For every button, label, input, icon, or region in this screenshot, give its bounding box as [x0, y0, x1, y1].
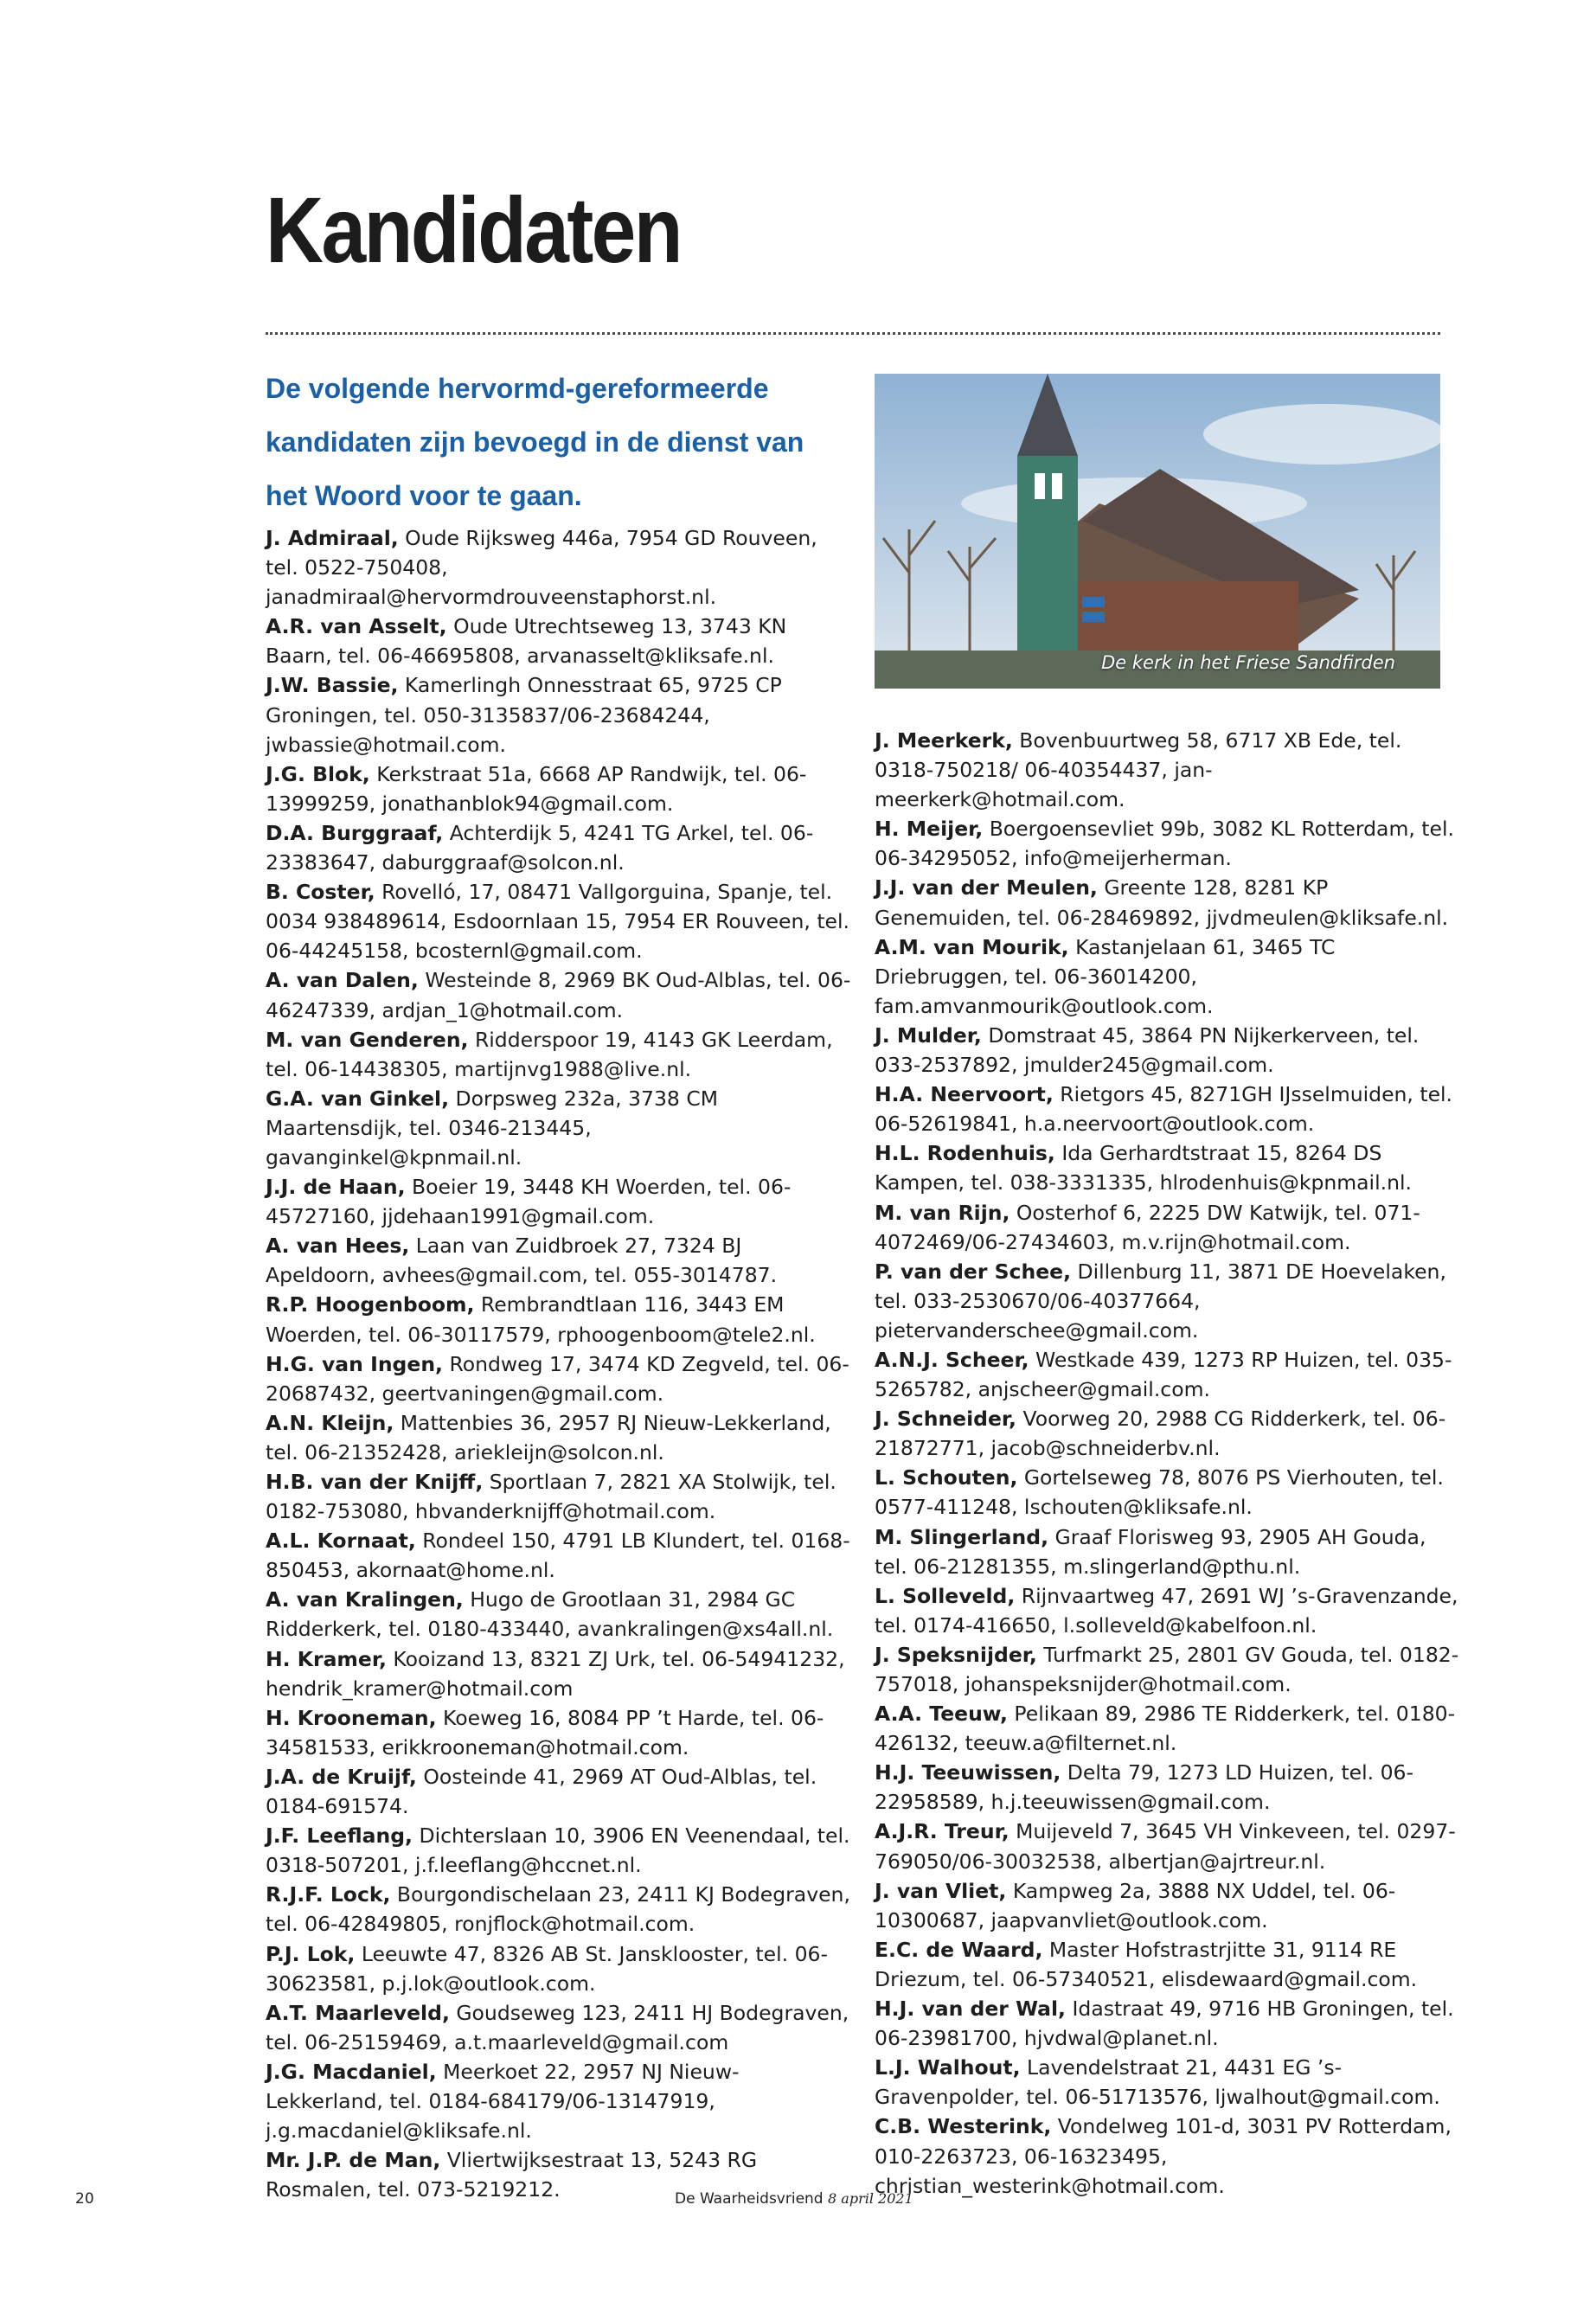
- candidate-entry: [266, 1703, 854, 1762]
- candidate-entry: [266, 1025, 854, 1084]
- candidate-name: H. Kramer,: [266, 1646, 387, 1671]
- candidate-details: Kooizand 13, 8321 ZJ Urk, tel. 06-54941232, hendrik_kramer@hotmail.com: [266, 1646, 845, 1701]
- candidate-entry: [266, 1644, 854, 1703]
- candidate-entry: [875, 873, 1463, 932]
- candidate-entry: [875, 933, 1463, 1021]
- candidate-entry: [875, 1198, 1463, 1257]
- candidate-name: J.G. Macdaniel,: [266, 2059, 437, 2084]
- candidate-details: Ridderspoor 19, 4143 GK Leerdam, tel. 06-14438305, martijnvg1988@live.nl.: [266, 1027, 833, 1081]
- candidate-name: H.J. Teeuwissen,: [875, 1760, 1061, 1785]
- candidate-name: J.J. de Haan,: [266, 1175, 406, 1200]
- candidate-entry: [266, 1821, 854, 1880]
- candidate-entry: [875, 814, 1463, 873]
- candidate-name: A.N.J. Scheer,: [875, 1347, 1029, 1372]
- candidate-name: H.L. Rodenhuis,: [875, 1141, 1055, 1166]
- candidate-entry: [266, 760, 854, 818]
- candidates-right-column: [875, 726, 1463, 2201]
- candidate-name: A.A. Teeuw,: [875, 1702, 1008, 1727]
- candidate-details: Dillenburg 11, 3871 DE Hoevelaken, tel. 033-2530670/06-40377664, pietervanderschee@gmail.com.: [875, 1259, 1446, 1343]
- candidate-name: A. van Kralingen,: [266, 1587, 464, 1612]
- candidate-name: E.C. de Waard,: [875, 1937, 1043, 1962]
- candidate-name: H. Krooneman,: [266, 1705, 437, 1730]
- candidate-details: Turfmarkt 25, 2801 GV Gouda, tel. 0182-757018, johanspeksnijder@hotmail.com.: [875, 1642, 1459, 1696]
- candidate-name: J.W. Bassie,: [266, 673, 399, 698]
- candidate-name: A.L. Kornaat,: [266, 1529, 416, 1554]
- candidate-name: D.A. Burggraaf,: [266, 820, 444, 845]
- candidate-entry: [875, 1876, 1463, 1935]
- candidate-entry: [875, 1404, 1463, 1463]
- candidate-name: B. Coster,: [266, 880, 375, 905]
- candidate-details: Voorweg 20, 2988 CG Ridderkerk, tel. 06-21872771, jacob@schneiderbv.nl.: [875, 1407, 1446, 1461]
- candidate-details: Kerkstraat 51a, 6668 AP Randwijk, tel. 06-13999259, jonathanblok94@gmail.com.: [266, 761, 807, 816]
- candidate-entry: [266, 1290, 854, 1349]
- candidate-entry: [266, 1231, 854, 1290]
- footer-publication: [675, 2190, 913, 2208]
- page-title: Kandidaten: [266, 177, 681, 282]
- candidate-details: Muijeveld 7, 3645 VH Vinkeveen, tel. 0297-769050/06-30032538, albertjan@ajrtreur.nl.: [875, 1819, 1456, 1874]
- candidate-details: Bourgondischelaan 23, 2411 KJ Bodegraven, tel. 06-42849805, ronjflock@hotmail.com.: [266, 1882, 850, 1937]
- candidate-entry: [875, 1699, 1463, 1758]
- candidate-name: C.B. Westerink,: [875, 2114, 1052, 2139]
- candidate-details: Idastraat 49, 9716 HB Groningen, tel. 06-23981700, hjvdwal@planet.nl.: [875, 1997, 1454, 2051]
- candidate-name: J. Speksnijder,: [875, 1642, 1037, 1667]
- candidate-entry: [266, 1998, 854, 2057]
- candidate-entry: [266, 1172, 854, 1231]
- candidate-details: Dichterslaan 10, 3906 EN Veenendaal, tel. 0318-507201, j.f.leeflang@hccnet.nl.: [266, 1823, 850, 1878]
- candidate-entry: [875, 1817, 1463, 1875]
- candidate-entry: [875, 1935, 1463, 1994]
- candidate-details: Ida Gerhardtstraat 15, 8264 DS Kampen, tel. 038-3331335, hlrodenhuis@kpnmail.nl.: [875, 1141, 1412, 1195]
- intro-heading: De volgende hervormd-gereformeerde kandidaten zijn bevoegd in de dienst van het Woord voor te gaan.: [266, 373, 804, 511]
- candidate-details: Achterdijk 5, 4241 TG Arkel, tel. 06-23383647, daburggraaf@solcon.nl.: [266, 820, 814, 875]
- candidate-details: Graaf Florisweg 93, 2905 AH Gouda, tel. 06-21281355, m.slingerland@pthu.nl.: [875, 1524, 1426, 1579]
- candidate-details: Leeuwte 47, 8326 AB St. Jansklooster, tel. 06-30623581, p.j.lok@outlook.com.: [266, 1941, 828, 1996]
- candidate-name: A.M. van Mourik,: [875, 934, 1069, 959]
- candidate-name: A. van Hees,: [266, 1234, 410, 1259]
- candidate-entry: [875, 1138, 1463, 1197]
- candidate-name: R.J.F. Lock,: [266, 1882, 391, 1907]
- candidate-entry: [266, 1526, 854, 1585]
- candidate-name: A.R. van Asselt,: [266, 614, 447, 639]
- candidate-details: Rietgors 45, 8271GH IJsselmuiden, tel. 06-52619841, h.a.neervoort@outlook.com.: [875, 1082, 1453, 1137]
- candidate-name: L.J. Walhout,: [875, 2055, 1021, 2080]
- candidate-name: Mr. J.P. de Man,: [266, 2148, 441, 2173]
- candidate-details: Greente 128, 8281 KP Genemuiden, tel. 06-28469892, jjvdmeulen@kliksafe.nl.: [875, 875, 1449, 930]
- candidate-name: A.T. Maarleveld,: [266, 2000, 450, 2025]
- candidate-details: Rijnvaartweg 47, 2691 WJ ’s-Gravenzande, tel. 0174-416650, l.solleveld@kabelfoon.nl.: [875, 1583, 1458, 1638]
- candidate-entry: [266, 1939, 854, 1998]
- candidate-details: Rovelló, 17, 08471 Vallgorguina, Spanje, tel. 0034 938489614, Esdoornlaan 15, 7954 ER Rouveen, tel. 06-44245158, bcosternl@gmail.com.: [266, 880, 850, 964]
- candidate-details: Lavendelstraat 21, 4431 EG ’s-Gravenpolder, tel. 06-51713576, ljwalhout@gmail.com.: [875, 2055, 1440, 2110]
- candidate-name: H.J. van der Wal,: [875, 1997, 1066, 2022]
- candidate-name: M. van Rijn,: [875, 1200, 1010, 1225]
- publication-name: De Waarheidsvriend: [675, 2190, 824, 2208]
- candidate-name: A.N. Kleijn,: [266, 1410, 394, 1435]
- candidate-entry: [875, 1080, 1463, 1138]
- candidate-entry: [875, 1522, 1463, 1581]
- candidate-name: P. van der Schee,: [875, 1259, 1072, 1284]
- candidate-name: L. Schouten,: [875, 1465, 1018, 1490]
- candidate-entry: [266, 1762, 854, 1821]
- candidate-details: Kamerlingh Onnesstraat 65, 9725 CP Groningen, tel. 050-3135837/06-23684244, jwbassie@hotmail.com.: [266, 673, 782, 757]
- candidate-name: L. Solleveld,: [875, 1583, 1016, 1608]
- candidate-entry: [266, 1084, 854, 1172]
- candidate-entry: [875, 2112, 1463, 2200]
- candidate-name: J.F. Leeflang,: [266, 1823, 413, 1849]
- candidate-name: J. van Vliet,: [875, 1878, 1007, 1903]
- candidate-details: Oude Rijksweg 446a, 7954 GD Rouveen, tel. 0522-750408, janadmiraal@hervormdrouveenstaphorst.nl.: [266, 526, 817, 610]
- candidate-entry: [266, 818, 854, 877]
- candidate-name: J. Schneider,: [875, 1407, 1016, 1432]
- candidate-name: J. Admiraal,: [266, 526, 399, 550]
- candidate-name: A.J.R. Treur,: [875, 1819, 1010, 1844]
- dotted-divider: [266, 332, 1440, 335]
- candidate-details: Oosteinde 41, 2969 AT Oud-Alblas, tel. 0184-691574.: [266, 1764, 817, 1819]
- candidate-name: M. van Genderen,: [266, 1027, 469, 1052]
- candidate-entry: [875, 1640, 1463, 1699]
- candidate-details: Domstraat 45, 3864 PN Nijkerkerveen, tel. 033-2537892, jmulder245@gmail.com.: [875, 1022, 1420, 1078]
- candidate-details: Dorpsweg 232a, 3738 CM Maartensdijk, tel. 0346-213445, gavanginkel@kpnmail.nl.: [266, 1086, 719, 1170]
- candidate-entry: [266, 2057, 854, 2145]
- candidate-details: Sportlaan 7, 2821 XA Stolwijk, tel. 0182-753080, hbvanderknijff@hotmail.com.: [266, 1470, 836, 1524]
- candidate-details: Rondweg 17, 3474 KD Zegveld, tel. 06-20687432, geertvaningen@gmail.com.: [266, 1351, 849, 1406]
- publication-date: 8 april 2021: [828, 2190, 913, 2207]
- candidate-details: Hugo de Grootlaan 31, 2984 GC Ridderkerk, tel. 0180-433440, avankralingen@xs4all.nl.: [266, 1587, 834, 1642]
- candidate-name: H. Meijer,: [875, 817, 984, 842]
- candidate-name: J. Mulder,: [875, 1022, 982, 1048]
- candidate-name: H.A. Neervoort,: [875, 1082, 1054, 1107]
- candidate-details: Bovenbuurtweg 58, 6717 XB Ede, tel. 0318-750218/ 06-40354437, jan-meerkerk@hotmail.com.: [875, 728, 1402, 812]
- candidate-entry: [266, 1585, 854, 1644]
- candidate-name: P.J. Lok,: [266, 1941, 356, 1966]
- candidate-name: G.A. van Ginkel,: [266, 1086, 450, 1111]
- candidate-entry: [266, 1408, 854, 1467]
- candidate-details: Delta 79, 1273 LD Huizen, tel. 06-22958589, h.j.teeuwissen@gmail.com.: [875, 1760, 1413, 1815]
- candidate-name: A. van Dalen,: [266, 968, 419, 993]
- candidate-entry: [875, 1758, 1463, 1817]
- candidate-name: J.J. van der Meulen,: [875, 875, 1098, 901]
- candidate-details: Pelikaan 89, 2986 TE Ridderkerk, tel. 0180-426132, teeuw.a@filternet.nl.: [875, 1702, 1456, 1756]
- candidate-name: J. Meerkerk,: [875, 728, 1013, 753]
- candidate-entry: [266, 1880, 854, 1939]
- candidate-details: Vliertwijksestraat 13, 5243 RG Rosmalen, tel. 073-5219212.: [266, 2148, 758, 2202]
- candidate-details: Rembrandtlaan 116, 3443 EM Woerden, tel. 06-30117579, rphoogenboom@tele2.nl.: [266, 1292, 816, 1347]
- candidate-details: Westeinde 8, 2969 BK Oud-Alblas, tel. 06-46247339, ardjan_1@hotmail.com.: [266, 968, 851, 1022]
- candidate-details: Meerkoet 22, 2957 NJ Nieuw-Lekkerland, tel. 0184-684179/06-13147919, j.g.macdaniel@kliksafe.nl.: [266, 2059, 740, 2144]
- candidate-entry: [875, 1257, 1463, 1345]
- candidate-entry: [875, 1021, 1463, 1080]
- candidate-entry: [266, 965, 854, 1024]
- candidate-details: Boergoensevliet 99b, 3082 KL Rotterdam, tel. 06-34295052, info@meijerherman.: [875, 817, 1454, 871]
- candidate-entry: [875, 1581, 1463, 1640]
- candidate-details: Rondeel 150, 4791 LB Klundert, tel. 0168-850453, akornaat@home.nl.: [266, 1529, 850, 1583]
- candidate-details: Master Hofstrastrjitte 31, 9114 RE Driezum, tel. 06-57340521, elisdewaard@gmail.com.: [875, 1937, 1418, 1991]
- candidate-entry: [875, 1463, 1463, 1522]
- candidate-details: Oude Utrechtseweg 13, 3743 KN Baarn, tel. 06-46695808, arvanasselt@kliksafe.nl.: [266, 614, 787, 669]
- candidate-details: Kastanjelaan 61, 3465 TC Driebruggen, tel. 06-36014200, fam.amvanmourik@outlook.com.: [875, 934, 1336, 1018]
- candidate-name: H.B. van der Knijff,: [266, 1470, 484, 1494]
- candidate-name: J.A. de Kruijf,: [266, 1764, 417, 1789]
- candidates-left-column: [266, 523, 854, 2204]
- candidate-entry: [266, 1467, 854, 1526]
- candidate-name: R.P. Hoogenboom,: [266, 1292, 475, 1317]
- candidate-entry: [875, 1345, 1463, 1404]
- candidate-details: Oosterhof 6, 2225 DW Katwijk, tel. 071-4072469/06-27434603, m.v.rijn@hotmail.com.: [875, 1200, 1420, 1254]
- candidate-details: Koeweg 16, 8084 PP ’t Harde, tel. 06-34581533, erikkrooneman@hotmail.com.: [266, 1705, 824, 1759]
- candidate-entry: [875, 2053, 1463, 2112]
- candidate-details: Westkade 439, 1273 RP Huizen, tel. 035-5265782, anjscheer@gmail.com.: [875, 1347, 1452, 1402]
- candidate-name: H.G. van Ingen,: [266, 1351, 443, 1376]
- candidate-details: Kampweg 2a, 3888 NX Uddel, tel. 06-10300687, jaapvanvliet@outlook.com.: [875, 1878, 1396, 1932]
- candidate-name: M. Slingerland,: [875, 1524, 1049, 1549]
- church-illustration: [875, 374, 1440, 689]
- candidate-details: Mattenbies 36, 2957 RJ Nieuw-Lekkerland, tel. 06-21352428, ariekleijn@solcon.nl.: [266, 1410, 831, 1465]
- photo-caption: De kerk in het Friese Sandfirden: [1101, 652, 1395, 673]
- candidate-entry: [875, 1994, 1463, 2053]
- page-number: 20: [75, 2190, 94, 2208]
- candidate-entry: [266, 1349, 854, 1408]
- candidate-details: Boeier 19, 3448 KH Woerden, tel. 06-45727160, jjdehaan1991@gmail.com.: [266, 1175, 792, 1229]
- candidate-entry: [266, 612, 854, 670]
- candidate-entry: [266, 877, 854, 965]
- candidate-details: Goudseweg 123, 2411 HJ Bodegraven, tel. 06-25159469, a.t.maarleveld@gmail.com: [266, 2000, 849, 2054]
- candidate-entry: [266, 523, 854, 612]
- church-photo: [875, 374, 1440, 689]
- candidate-details: Laan van Zuidbroek 27, 7324 BJ Apeldoorn, avhees@gmail.com, tel. 055-3014787.: [266, 1234, 778, 1288]
- candidate-details: Gortelseweg 78, 8076 PS Vierhouten, tel. 0577-411248, lschouten@kliksafe.nl.: [875, 1465, 1444, 1520]
- candidate-entry: [875, 726, 1463, 814]
- candidate-name: J.G. Blok,: [266, 761, 370, 786]
- candidate-entry: [266, 670, 854, 759]
- candidate-details: Vondelweg 101-d, 3031 PV Rotterdam, 010-2263723, 06-16323495, christian_westerink@hotmail.com.: [875, 2114, 1452, 2198]
